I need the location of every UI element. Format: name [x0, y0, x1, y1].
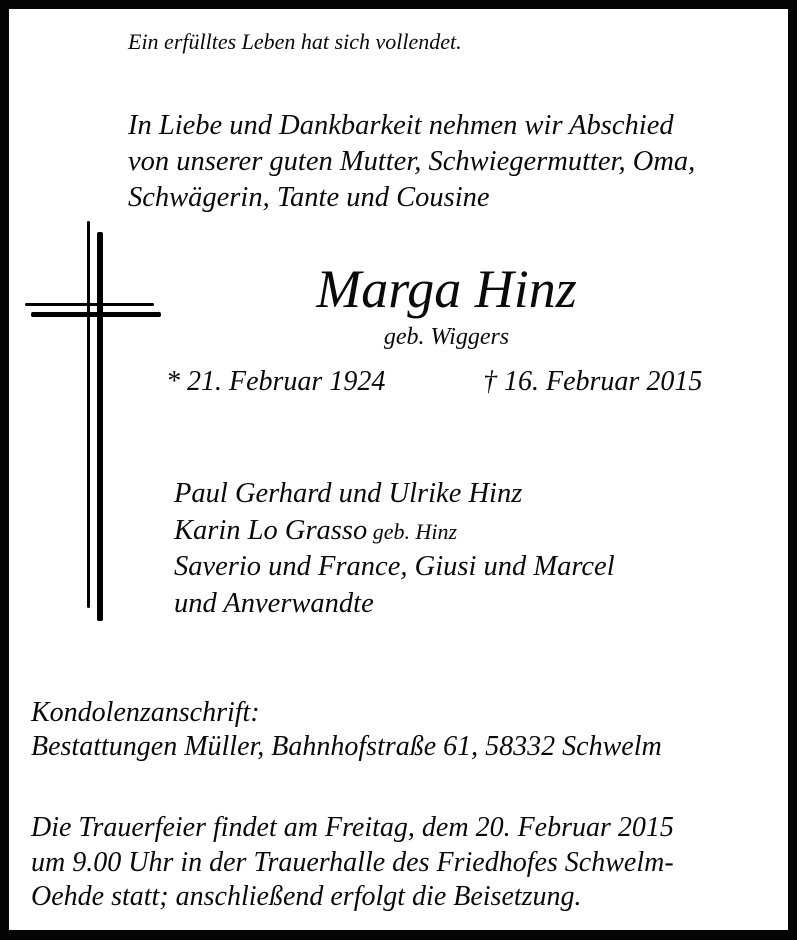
death-date: † 16. Februar 2015 — [483, 366, 703, 397]
service-line: Die Trauerfeier findet am Freitag, dem 20. Februar 2015 — [31, 812, 674, 843]
mourner-line: Saverio und France, Giusi und Marcel — [174, 551, 615, 582]
birth-date: * 21. Februar 1924 — [166, 366, 386, 397]
mourners-list — [174, 476, 615, 622]
mourner-maiden-name: geb. Hinz — [367, 518, 458, 544]
service-line: Oehde statt; anschließend erfolgt die Beisetzung. — [31, 881, 582, 912]
mourner-line: Paul Gerhard und Ulrike Hinz — [174, 478, 523, 509]
maiden-name: geb. Wiggers — [383, 324, 510, 350]
service-line: um 9.00 Uhr in der Trauerhalle des Friedhofes Schwelm- — [31, 846, 674, 878]
motto: Ein erfülltes Leben hat sich vollendet. — [128, 29, 462, 54]
intro-text — [128, 108, 695, 216]
funeral-service-info — [31, 811, 674, 915]
mourner-line: und Anverwandte — [174, 587, 374, 619]
condolence-label: Kondolenzanschrift: — [31, 697, 260, 728]
mourner-line: Karin Lo Grasso geb. Hinz — [174, 514, 458, 546]
condolence-address — [31, 696, 662, 764]
intro-line: Schwägerin, Tante und Cousine — [128, 182, 490, 213]
condolence-address-line: Bestattungen Müller, Bahnhofstraße 61, 58332 Schwelm — [31, 731, 662, 762]
deceased-name: Marga Hinz — [316, 259, 577, 319]
intro-line: von unserer guten Mutter, Schwiegermutter, Oma, — [128, 146, 696, 177]
intro-line: In Liebe und Dankbarkeit nehmen wir Abschied — [128, 110, 674, 141]
